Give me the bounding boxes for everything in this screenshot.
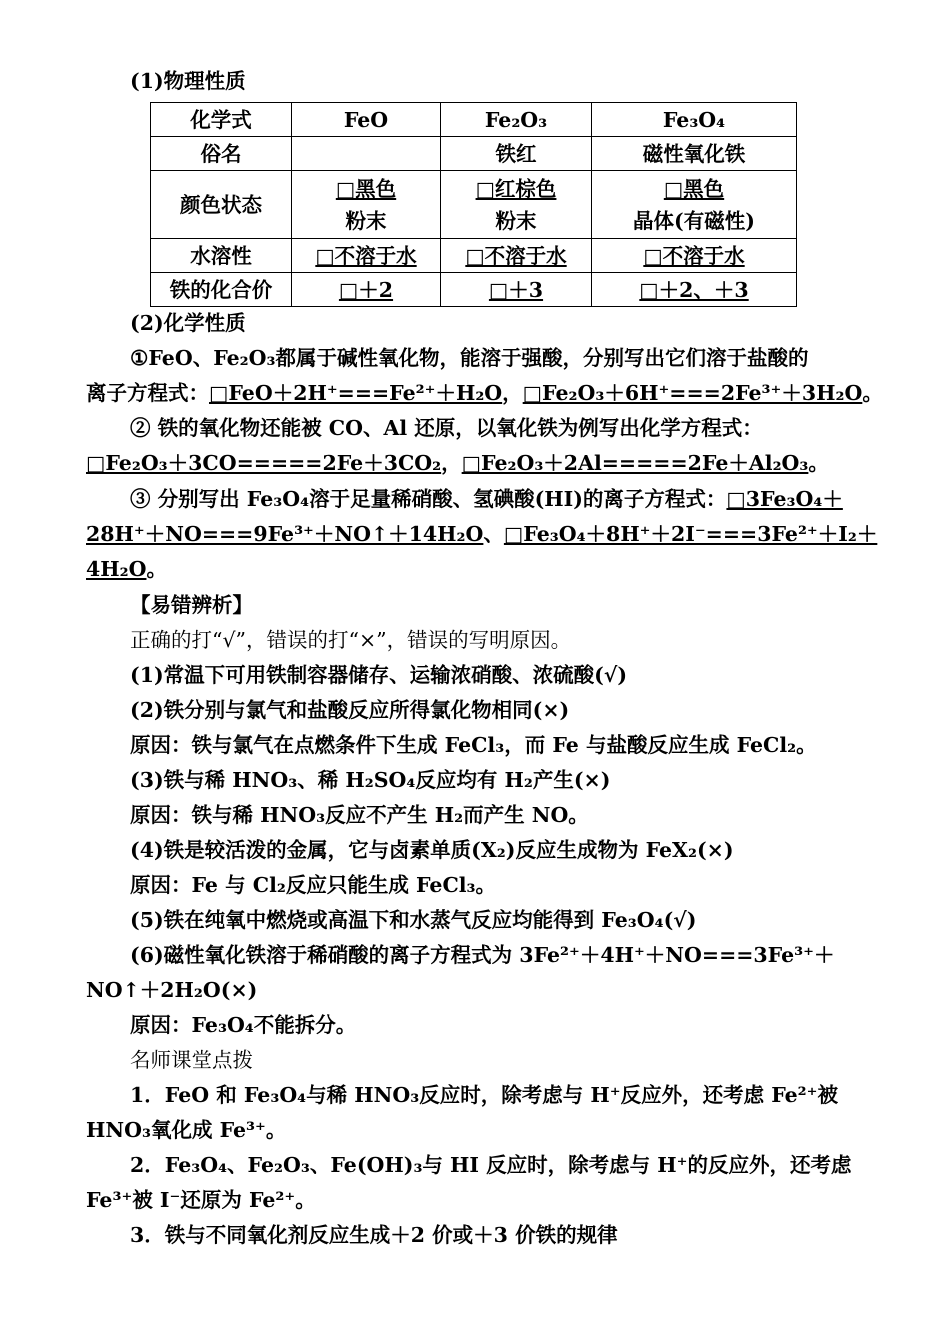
section1-title: (1)物理性质 (130, 69, 246, 93)
row-label: 颜色状态 (151, 171, 292, 239)
error-item: (2)铁分别与氯气和盐酸反应所得氯化物相同(×) (130, 698, 570, 722)
section2-title: (2)化学性质 (130, 311, 246, 335)
table-row (151, 273, 797, 307)
table-header-cell: Fe₂O₃ (441, 103, 592, 137)
tip-line: 2．Fe₃O₄、Fe₂O₃、Fe(OH)₃与 HI 反应时，除考虑与 H⁺的反应外，还考虑 (130, 1153, 852, 1177)
table-header-cell: 化学式 (151, 103, 292, 137)
table-cell: □＋2 (292, 273, 441, 307)
equation: 28H⁺＋NO===9Fe³⁺＋NO↑＋14H₂O (86, 522, 484, 546)
equation: □Fe₂O₃＋3CO=====2Fe＋3CO₂ (86, 451, 442, 475)
cell-line-1: □红棕色 (475, 176, 557, 201)
table-row (151, 171, 797, 239)
table-cell (292, 171, 441, 239)
error-item: (5)铁在纯氧中燃烧或高温下和水蒸气反应均能得到 Fe₃O₄(√) (130, 908, 697, 932)
error-item: (6)磁性氧化铁溶于稀硝酸的离子方程式为 3Fe²⁺＋4H⁺＋NO===3Fe³⁺＋ (130, 943, 835, 967)
row-label: 俗名 (151, 137, 292, 171)
table-cell: □＋3 (441, 273, 592, 307)
table-cell: □不溶于水 (441, 239, 592, 273)
error-reason: 原因：Fe₃O₄不能拆分。 (130, 1013, 357, 1037)
cell-line-1: □黑色 (335, 176, 397, 201)
tips-title: 名师课堂点拨 (130, 1048, 253, 1072)
text: ， (502, 381, 523, 405)
text: 。 (146, 557, 167, 581)
table-header-cell: Fe₃O₄ (592, 103, 797, 137)
text: ③ 分别写出 Fe₃O₄溶于足量稀硝酸、氢碘酸(HI)的离子方程式： (130, 487, 727, 511)
table-header-cell: FeO (292, 103, 441, 137)
error-reason: 原因：Fe 与 Cl₂反应只能生成 FeCl₃。 (130, 873, 497, 897)
table-row (151, 137, 797, 171)
tip-line: HNO₃氧化成 Fe³⁺。 (86, 1118, 287, 1142)
text: 。 (808, 451, 829, 475)
table-cell: 磁性氧化铁 (592, 137, 797, 171)
text: 离子方程式： (86, 381, 209, 405)
cell-line-2: 粉末 (495, 208, 537, 233)
table-row (151, 239, 797, 273)
text: 、 (483, 522, 504, 546)
equation: □3Fe₃O₄＋ (726, 487, 843, 511)
equation: □Fe₃O₄＋8H⁺＋2I⁻===3Fe²⁺＋I₂＋ (503, 522, 878, 546)
paragraph-line: ①FeO、Fe₂O₃都属于碱性氧化物，能溶于强酸，分别写出它们溶于盐酸的 (130, 346, 809, 370)
tip-line: 3．铁与不同氧化剂反应生成＋2 价或＋3 价铁的规律 (130, 1223, 618, 1247)
iron-oxide-properties-table (150, 102, 797, 307)
equation: □FeO＋2H⁺===Fe²⁺＋H₂O (209, 381, 503, 405)
paragraph-line (86, 446, 829, 480)
table-cell: □不溶于水 (292, 239, 441, 273)
text: ， (441, 451, 462, 475)
error-item: (1)常温下可用铁制容器储存、运输浓硝酸、浓硫酸(√) (130, 663, 628, 687)
table-cell: □＋2、＋3 (592, 273, 797, 307)
error-reason: 原因：铁与氯气在点燃条件下生成 FeCl₃，而 Fe 与盐酸反应生成 FeCl₂。 (130, 733, 817, 757)
text: 。 (862, 381, 883, 405)
table-cell (592, 171, 797, 239)
cell-line-2: 粉末 (345, 208, 387, 233)
equation: □Fe₂O₃＋2Al=====2Fe＋Al₂O₃ (461, 451, 809, 475)
paragraph-line (130, 482, 843, 516)
errors-title: 【易错辨析】 (130, 593, 253, 617)
error-item: (4)铁是较活泼的金属，它与卤素单质(X₂)反应生成物为 FeX₂(×) (130, 838, 734, 862)
table-cell: 铁红 (441, 137, 592, 171)
table-cell (441, 171, 592, 239)
paragraph-line (86, 517, 877, 551)
equation: 4H₂O (86, 557, 147, 581)
tip-line: Fe³⁺被 I⁻还原为 Fe²⁺。 (86, 1188, 316, 1212)
table-cell: □不溶于水 (592, 239, 797, 273)
paragraph-line: ② 铁的氧化物还能被 CO、Al 还原，以氧化铁为例写出化学方程式： (130, 416, 763, 440)
equation: □Fe₂O₃＋6H⁺===2Fe³⁺＋3H₂O (522, 381, 863, 405)
row-label: 铁的化合价 (151, 273, 292, 307)
table-cell (292, 137, 441, 171)
errors-intro: 正确的打“√”，错误的打“×”，错误的写明原因。 (130, 628, 572, 652)
paragraph-line (86, 552, 167, 586)
cell-line-2: 晶体(有磁性) (633, 208, 755, 233)
paragraph-line (86, 376, 883, 410)
error-item: (3)铁与稀 HNO₃、稀 H₂SO₄反应均有 H₂产生(×) (130, 768, 611, 792)
error-reason: 原因：铁与稀 HNO₃反应不产生 H₂而产生 NO。 (130, 803, 589, 827)
error-item-continued: NO↑＋2H₂O(×) (86, 978, 258, 1002)
row-label: 水溶性 (151, 239, 292, 273)
cell-line-1: □黑色 (663, 176, 725, 201)
tip-line: 1．FeO 和 Fe₃O₄与稀 HNO₃反应时，除考虑与 H⁺反应外，还考虑 Fe²⁺被 (130, 1083, 838, 1107)
